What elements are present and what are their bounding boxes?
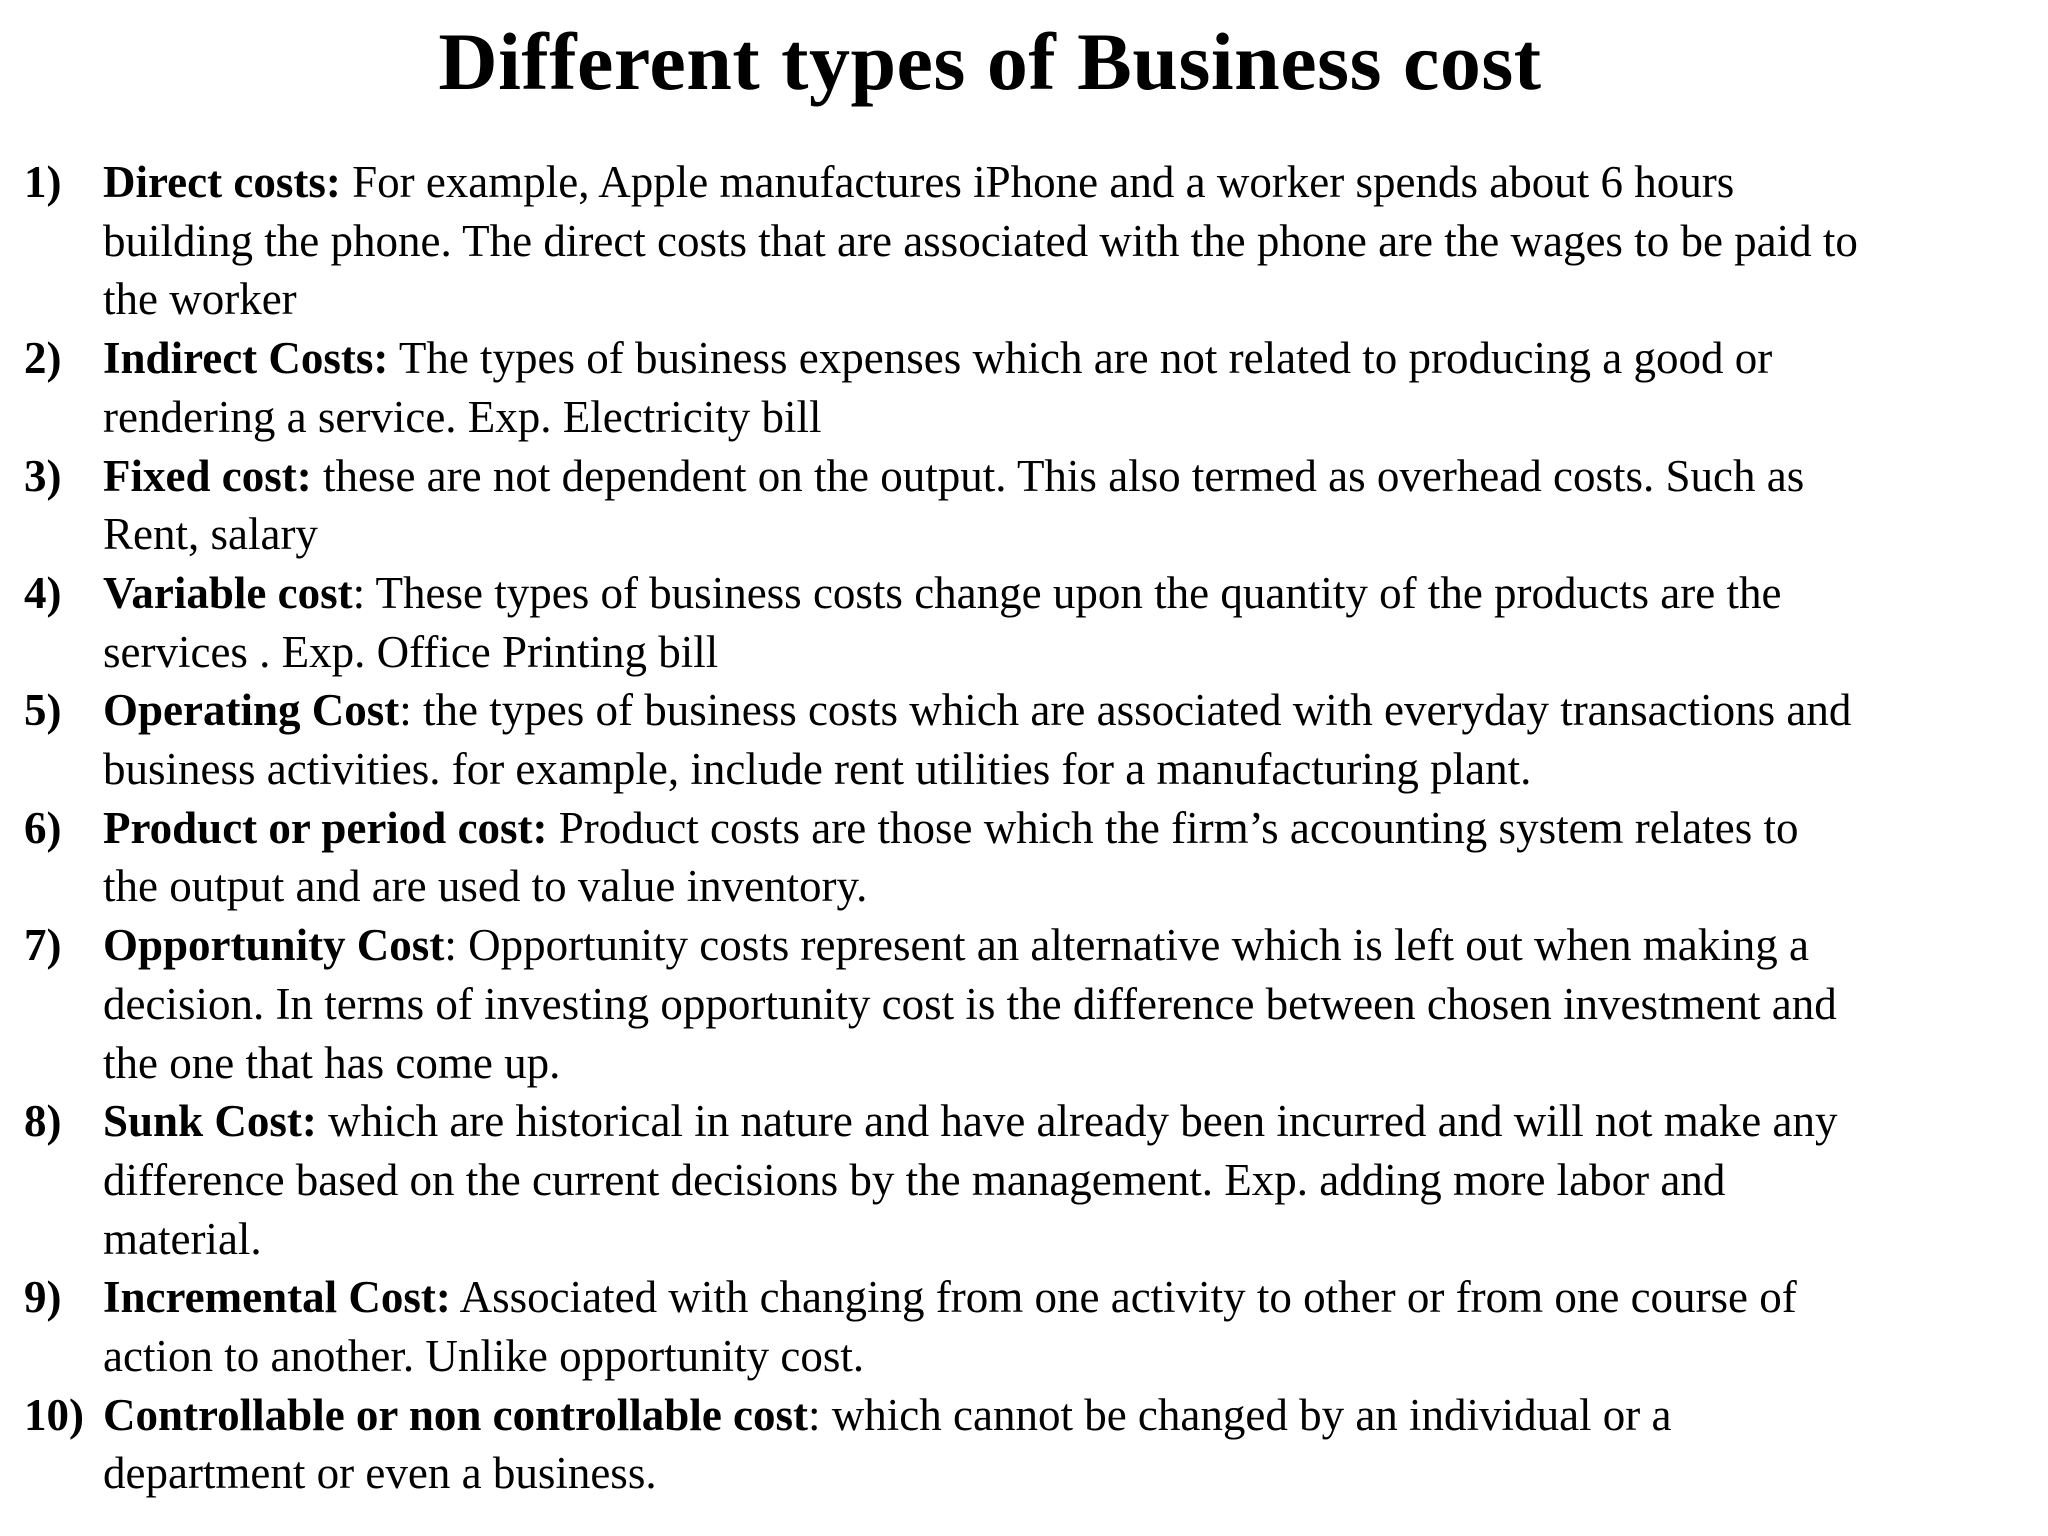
item-number: 7) bbox=[24, 920, 62, 971]
item-line: business activities. for example, include rent utilities for a manufacturing plant. bbox=[103, 744, 1532, 795]
list-item-product-or-period-cost bbox=[24, 799, 2024, 916]
item-line: services . Exp. Office Printing bill bbox=[103, 626, 719, 677]
list-item-indirect-costs bbox=[24, 329, 2024, 446]
item-line bbox=[103, 799, 2024, 858]
item-number: 10) bbox=[24, 1389, 84, 1440]
item-term: Direct costs: bbox=[103, 157, 341, 207]
list-item-opportunity-cost bbox=[24, 916, 2024, 1092]
item-number: 9) bbox=[24, 1272, 62, 1323]
item-term: Operating Cost bbox=[103, 685, 400, 736]
list-item-variable-cost bbox=[24, 564, 2024, 681]
item-description: The types of business expenses which are not related to producing a good or bbox=[388, 333, 1773, 384]
list-item-controllable-cost bbox=[24, 1386, 2024, 1503]
item-line bbox=[103, 1268, 2024, 1327]
item-line bbox=[103, 564, 2024, 623]
item-term: Indirect Costs: bbox=[103, 333, 389, 384]
cost-type-list bbox=[24, 153, 2024, 1503]
item-line bbox=[103, 916, 2024, 975]
item-description: : Opportunity costs represent an alternative which is left out when making a bbox=[444, 920, 1809, 971]
item-term: Controllable or non controllable cost bbox=[103, 1389, 809, 1440]
list-item-incremental-cost bbox=[24, 1268, 2024, 1385]
page-title: Different types of Business cost bbox=[438, 16, 1542, 107]
item-term: Fixed cost: bbox=[103, 450, 312, 501]
item-number: 8) bbox=[24, 1096, 62, 1147]
item-description: Associated with changing from one activity to other or from one course of bbox=[450, 1272, 1797, 1323]
item-line: the one that has come up. bbox=[103, 1037, 561, 1088]
item-line: action to another. Unlike opportunity cost. bbox=[103, 1331, 865, 1382]
item-line: rendering a service. Exp. Electricity bill bbox=[103, 391, 822, 442]
item-line: decision. In terms of investing opportunity cost is the difference between chosen investment and bbox=[103, 978, 1837, 1029]
item-term: Variable cost bbox=[103, 567, 353, 618]
item-description: these are not dependent on the output. This also termed as overhead costs. Such as bbox=[311, 450, 1805, 501]
list-item-operating-cost bbox=[24, 681, 2024, 798]
item-line bbox=[103, 1092, 2024, 1151]
item-description: : the types of business costs which are associated with everyday transactions and bbox=[399, 685, 1852, 736]
item-term: Incremental Cost: bbox=[103, 1272, 451, 1323]
item-line: building the phone. The direct costs that are associated with the phone are the wages to be paid to bbox=[103, 215, 1858, 266]
item-term: Product or period cost: bbox=[103, 802, 548, 853]
item-line bbox=[103, 1386, 2024, 1445]
item-number: 5) bbox=[24, 685, 62, 736]
item-line: the output and are used to value inventory. bbox=[103, 861, 868, 912]
item-number: 2) bbox=[24, 333, 62, 384]
item-description: For example, Apple manufactures iPhone and a worker spends about 6 hours bbox=[340, 157, 1735, 207]
item-term: Opportunity Cost bbox=[103, 920, 445, 971]
list-item-sunk-cost bbox=[24, 1092, 2024, 1268]
item-number: 1) bbox=[24, 157, 62, 207]
item-line: material. bbox=[103, 1213, 262, 1264]
item-number: 4) bbox=[24, 567, 62, 618]
item-description: : These types of business costs change upon the quantity of the products are the bbox=[352, 567, 1782, 618]
item-description: Product costs are those which the firm’s accounting system relates to bbox=[547, 802, 1799, 853]
item-line: Rent, salary bbox=[103, 509, 318, 560]
item-line: difference based on the current decisions by the management. Exp. adding more labor and bbox=[103, 1154, 1726, 1205]
item-term: Sunk Cost: bbox=[103, 1096, 317, 1147]
list-item-direct-costs bbox=[24, 153, 2024, 329]
item-line: department or even a business. bbox=[103, 1448, 657, 1499]
item-line bbox=[103, 681, 2024, 740]
item-line bbox=[103, 329, 2024, 388]
item-number: 6) bbox=[24, 802, 62, 853]
item-description: which are historical in nature and have already been incurred and will not make any bbox=[316, 1096, 1838, 1147]
item-number: 3) bbox=[24, 450, 62, 501]
item-line bbox=[103, 447, 2024, 506]
list-item-fixed-cost bbox=[24, 447, 2024, 564]
item-line: the worker bbox=[103, 274, 297, 325]
item-description: : which cannot be changed by an individual or a bbox=[808, 1389, 1672, 1440]
item-line bbox=[103, 153, 2024, 212]
